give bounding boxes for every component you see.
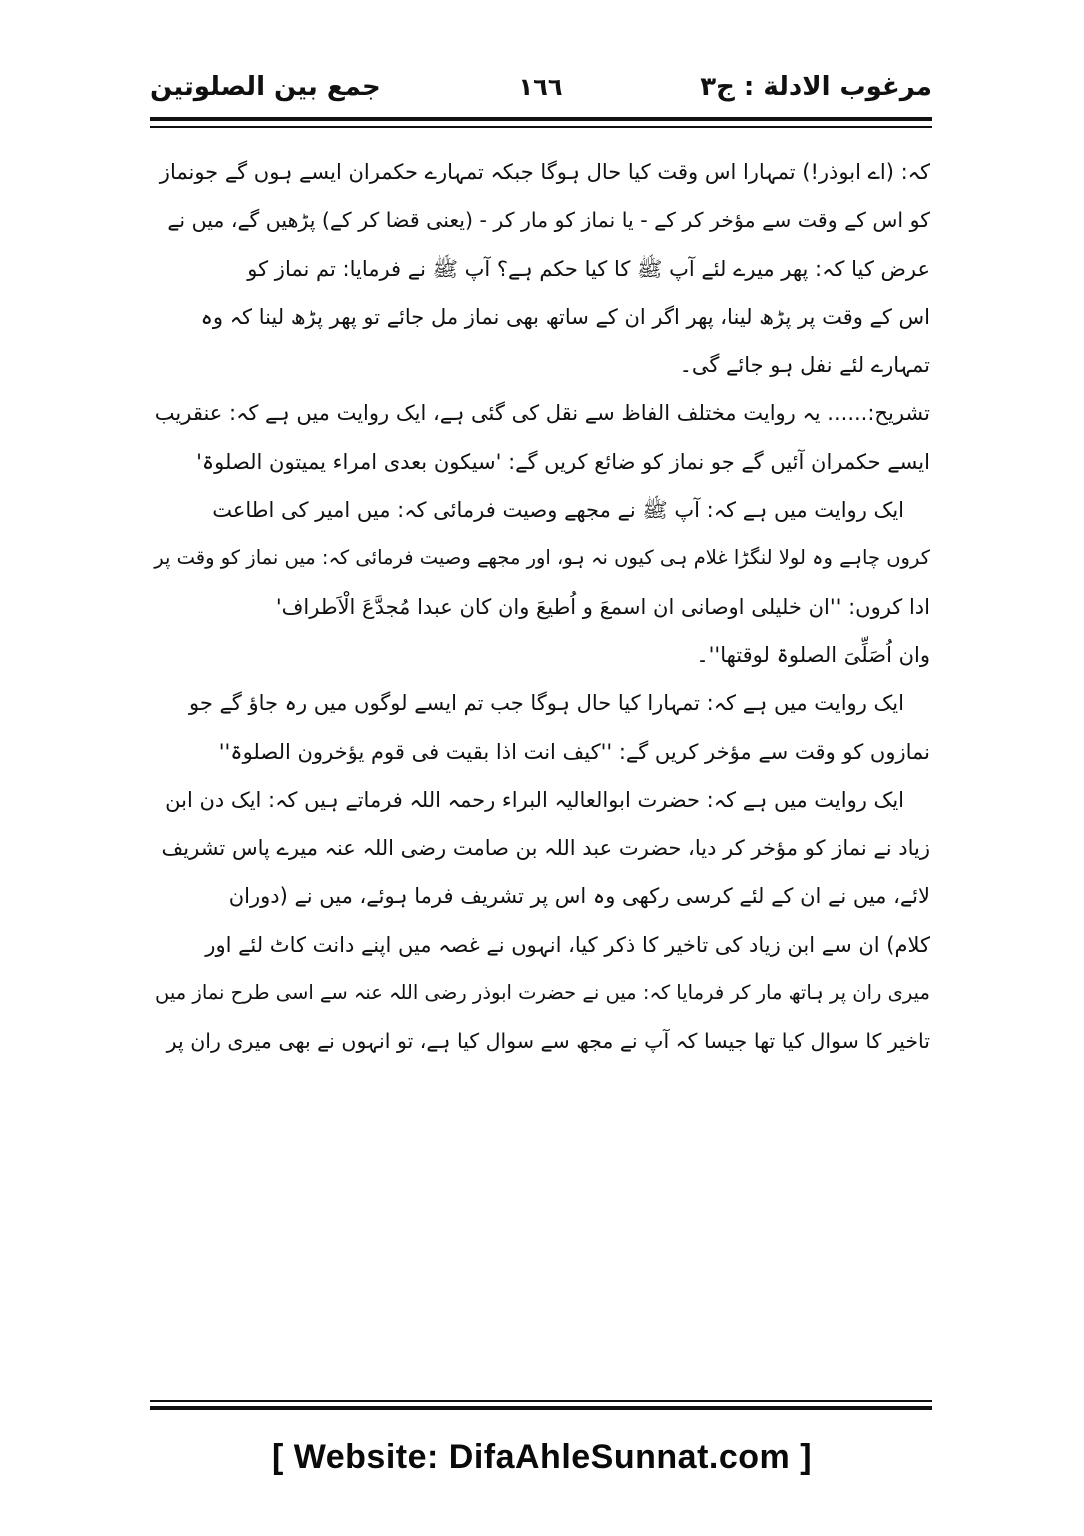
text-line: کروں چاہے وہ لولا لنگڑا غلام ہی کیوں نہ ہو، اور مجھے وصیت فرمائی کہ: میں نماز کو وقت پر [154, 546, 930, 570]
footer-rule-thin [150, 1400, 932, 1402]
text-line: عرض کیا کہ: پھر میرے لئے آپ ﷺ کا کیا حکم ہے؟ آپ ﷺ نے فرمایا: تم نماز کو [247, 256, 930, 281]
text-line: میری ران پر ہاتھ مار کر فرمایا کہ: میں نے حضرت ابوذر رضی اللہ عنہ سے اسی طرح نماز میں [155, 981, 930, 1005]
running-header [150, 62, 932, 112]
text-line: ایک روایت میں ہے کہ: آپ ﷺ نے مجھے وصیت فرمائی کہ: میں امیر کی اطاعت [212, 498, 904, 523]
website-footer: [ Website: DifaAhleSunnat.com ] [271, 1438, 813, 1476]
page-number: ١٦٦ [518, 73, 563, 101]
chapter-title: جمع بین الصلوتین [150, 72, 381, 102]
text-line: ایک روایت میں ہے کہ: تمہارا کیا حال ہوگا جب تم ایسے لوگوں میں رہ جاؤ گے جو [188, 691, 904, 716]
text-line: تاخیر کا سوال کیا تھا جیسا کہ آپ نے مجھ سے سوال کیا ہے، تو انہوں نے بھی میری ران پر [166, 1029, 930, 1054]
header-rule-thin [150, 126, 932, 128]
text-line: نمازوں کو وقت سے مؤخر کریں گے: ''کیف انت اذا بقیت فی قوم یؤخرون الصلوۃ'' [218, 739, 930, 764]
footer-rule-thick [150, 1406, 932, 1410]
text-line: وان اُصَلِّیَ الصلوۃ لوقتھا''۔ [696, 642, 930, 667]
text-line: کلام) ان سے ابن زیاد کی تاخیر کا ذکر کیا، انہوں نے غصہ میں اپنے دانت کاٹ لئے اور [205, 932, 930, 957]
text-line: کو اس کے وقت سے مؤخر کر کے - یا نماز کو مار کر - (یعنی قضا کر کے) پڑھیں گے، میں نے [167, 208, 930, 233]
text-line: ایک روایت میں ہے کہ: حضرت ابوالعالیہ البراء رحمہ اللہ فرماتے ہیں کہ: ایک دن ابن [165, 787, 904, 812]
text-line: ایسے حکمران آئیں گے جو نماز کو ضائع کریں گے: 'سیکون بعدی امراء یمیتون الصلوۃ' [196, 449, 930, 474]
book-title: مرغوب الادلة : ج٣ [700, 72, 932, 102]
body-text [152, 148, 930, 1066]
text-line: ادا کروں: ''ان خلیلی اوصانی ان اسمعَ و اُطیعَ وان کان عبدا مُجدَّعَ الْاَطراف' [275, 594, 930, 619]
header-rule-thick [150, 117, 932, 121]
text-line: لائے، میں نے ان کے لئے کرسی رکھی وہ اس پر تشریف فرما ہوئے، میں نے (دوران [228, 884, 930, 909]
text-line: تشریح:...... یہ روایت مختلف الفاظ سے نقل کی گئی ہے، ایک روایت میں ہے کہ: عنقریب [154, 401, 930, 426]
text-line: اس کے وقت پر پڑھ لینا، پھر اگر ان کے ساتھ بھی نماز مل جائے تو پھر پڑھ لینا کہ وہ [200, 304, 930, 329]
text-line: کہ: (اے ابوذر!) تمہارا اس وقت کیا حال ہوگا جبکہ تمہارے حکمران ایسے ہوں گے جونماز [159, 160, 930, 184]
text-line: تمہارے لئے نفل ہو جائے گی۔ [679, 353, 930, 378]
text-line: زیاد نے نماز کو مؤخر کر دیا، حضرت عبد اللہ بن صامت رضی اللہ عنہ میرے پاس تشریف [161, 836, 930, 861]
